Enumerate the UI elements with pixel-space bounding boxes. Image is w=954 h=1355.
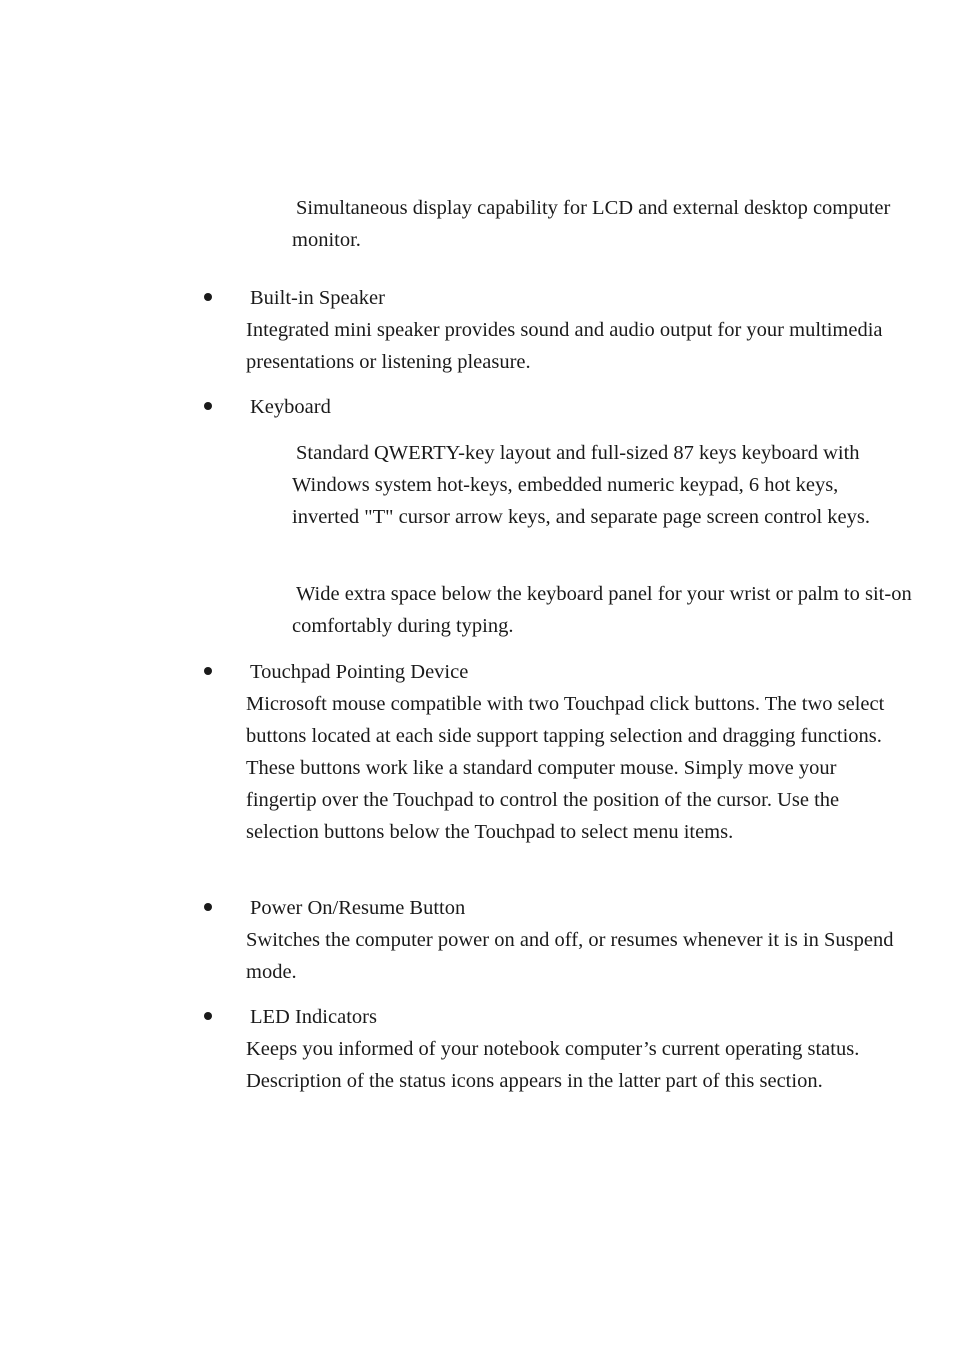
- bullet-icon: [203, 293, 213, 303]
- item-title-touchpad: Touchpad Pointing Device: [250, 661, 469, 683]
- bullet-icon: [203, 903, 213, 913]
- item-body-touchpad: Microsoft mouse compatible with two Touchpad click buttons. The two select buttons located at each side support tapping selection and dragging functions. These buttons work like a standard computer mouse. Simply move your fingertip over the Touchpad to control the position of the cursor. Use the selection buttons below the Touchpad to select menu items.: [246, 693, 885, 843]
- keyboard-space-paragraph: Wide extra space below the keyboard panel for your wrist or palm to sit-on comfortably during typing.: [292, 583, 912, 637]
- item-title-led: LED Indicators: [250, 1006, 377, 1028]
- item-body-power: Switches the computer power on and off, or resumes whenever it is in Suspend mode.: [246, 929, 894, 983]
- item-title-speaker: Built-in Speaker: [250, 287, 385, 309]
- bullet-icon: [203, 402, 213, 412]
- item-title-keyboard: Keyboard: [250, 396, 331, 418]
- bullet-icon: [203, 1012, 213, 1022]
- keyboard-layout-paragraph: Standard QWERTY-key layout and full-sized 87 keys keyboard with Windows system hot-keys, embedded numeric keypad, 6 hot keys, inverted "T" cursor arrow keys, and separate page screen control keys.: [292, 442, 870, 528]
- item-title-power: Power On/Resume Button: [250, 897, 466, 919]
- display-capability-paragraph: Simultaneous display capability for LCD and external desktop computer monitor.: [292, 197, 891, 251]
- item-body-speaker: Integrated mini speaker provides sound and audio output for your multimedia presentations or listening pleasure.: [246, 319, 883, 373]
- bullet-icon: [203, 667, 213, 677]
- item-body-led: Keeps you informed of your notebook computer’s current operating status. Description of the status icons appears in the latter part of this section.: [246, 1038, 860, 1092]
